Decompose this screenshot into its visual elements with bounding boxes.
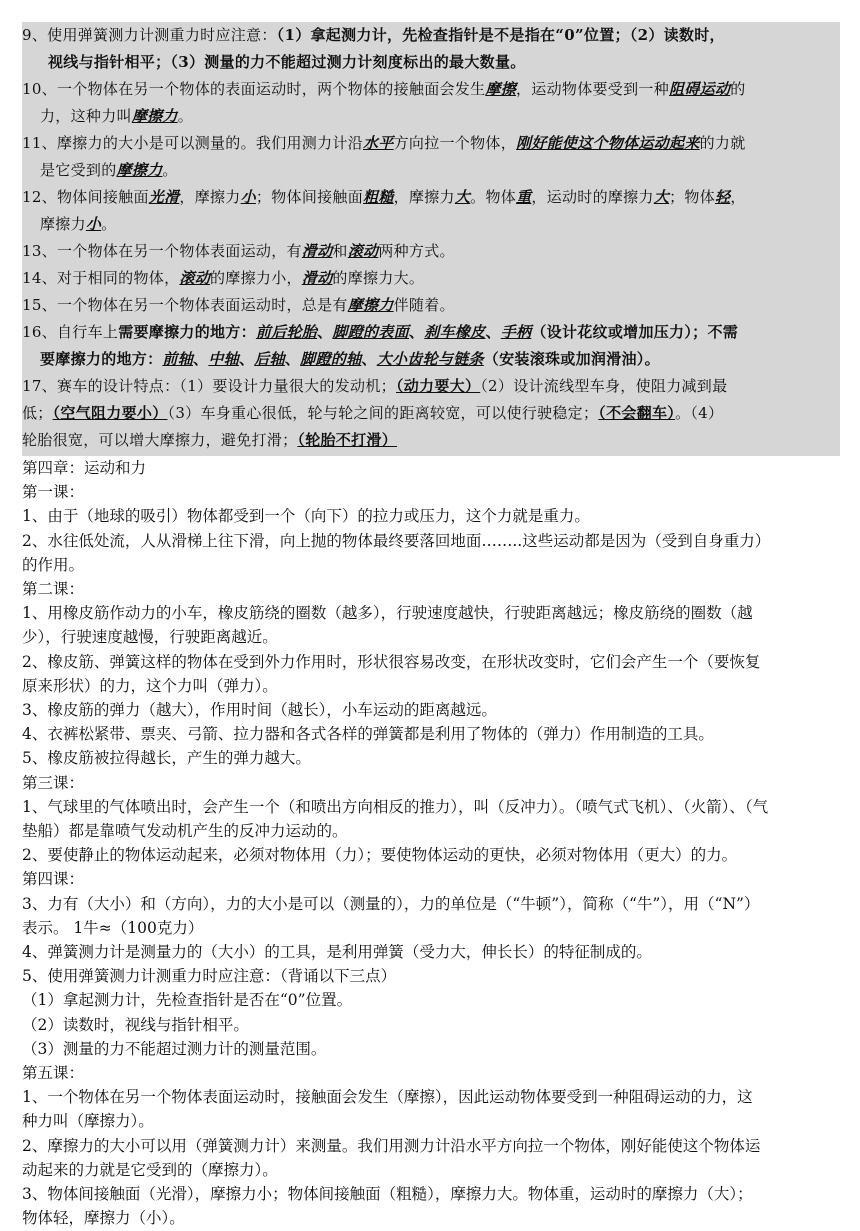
emphasized-answer: 滚动 — [347, 242, 379, 260]
note-line: 物体轻，摩擦力（小）。 — [22, 1209, 185, 1228]
note-line-continued — [22, 400, 840, 427]
emphasized-answer: 小 — [240, 188, 256, 206]
note-line-continued — [22, 211, 840, 238]
text-run: 两种方式。 — [378, 242, 455, 260]
text-run: ；物体 — [669, 188, 715, 206]
text-run: 17、赛车的设计特点：（1）要设计力量很大的发动机； — [22, 377, 396, 395]
note-line: 5、橡皮筋被拉得越长，产生的弹力越大。 — [22, 749, 311, 768]
note-line: 3、橡皮筋的弹力（越大），作用时间（越长），小车运动的距离越远。 — [22, 701, 497, 720]
text-run: 是它受到的 — [40, 161, 117, 179]
emphasized-answer: 脚蹬的轴 — [300, 350, 362, 368]
emphasized-answer: （不会翻车） — [598, 404, 676, 422]
text-run: 12、物体间接触面 — [22, 188, 149, 206]
emphasized-answer: 光滑 — [148, 188, 180, 206]
emphasized-answer: 水平 — [363, 134, 394, 152]
text-run: 16、自行车上 — [22, 323, 119, 341]
note-line: （1）拿起测力计，先检查指针是否在“0”位置。 — [22, 991, 353, 1010]
note-line — [22, 265, 840, 292]
note-item-12 — [22, 184, 840, 238]
text-run: 13、一个物体在另一个物体表面运动，有 — [22, 242, 302, 260]
emphasized-answer: 后轴 — [254, 350, 285, 368]
emphasized-answer: 滑动 — [301, 269, 333, 287]
text-run: 。（4） — [675, 404, 724, 422]
note-item-15 — [22, 292, 840, 319]
emphasized-answer: 、 — [284, 350, 301, 368]
emphasized-answer: （1）拿起测力计，先检查指针是不是指在“0”位置；（2）读数时， — [276, 26, 725, 44]
note-line — [22, 238, 840, 265]
emphasized-answer: 、 — [408, 323, 425, 341]
emphasized-answer: 要摩擦力的地方： — [40, 350, 163, 368]
text-run: 。 — [101, 215, 117, 233]
note-line: 垫船）都是靠喷气发动机产生的反冲力运动的。 — [22, 822, 348, 841]
emphasized-answer: 、 — [485, 323, 501, 341]
text-run: 14、对于相同的物体， — [22, 269, 180, 287]
text-run: 15、一个物体在另一个物体表面运动时，总是有 — [22, 296, 348, 314]
section-heading: 第五课： — [22, 1064, 85, 1083]
emphasized-answer: 、 — [317, 323, 333, 341]
text-run: 摩擦力 — [40, 215, 86, 233]
note-item-13 — [22, 238, 840, 265]
note-line — [22, 184, 840, 211]
note-line — [22, 130, 840, 157]
emphasized-answer: 前轴 — [162, 350, 194, 368]
chapter-four-notes — [22, 456, 840, 1231]
note-line: 原来形状）的力，这个力叫（弹力）。 — [22, 676, 278, 695]
note-line: 动起来的力就是它受到的（摩擦力）。 — [22, 1160, 278, 1179]
text-run: 和 — [332, 242, 348, 260]
note-line: 4、衣裤松紧带、票夹、弓箭、拉力器和各式各样的弹簧都是利用了物体的（弹力）作用制造的工具。 — [22, 725, 714, 744]
emphasized-answer: 刚好能使这个物体运动起来 — [516, 134, 700, 152]
emphasized-answer: 摩擦力 — [116, 161, 163, 179]
section-heading: 第三课： — [22, 773, 85, 792]
text-run: ，运动物体要受到一种 — [516, 80, 670, 98]
note-line — [22, 319, 840, 346]
note-item-11 — [22, 130, 840, 184]
text-run: 9、使用弹簧测力计测重力时应注意： — [22, 26, 277, 44]
note-line: 2、橡皮筋、弹簧这样的物体在受到外力作用时，形状很容易改变，在形状改变时，它们会产生一个（要恢复 — [22, 652, 761, 671]
note-line: 4、弹簧测力计是测量力的（大小）的工具，是利用弹簧（受力大，伸长长）的特征制成的。 — [22, 943, 652, 962]
note-line-continued — [22, 427, 840, 454]
note-line — [22, 22, 840, 49]
note-item-16 — [22, 319, 840, 373]
emphasized-answer: （空气阻力要小） — [52, 404, 168, 422]
text-run: 10、一个物体在另一个物体的表面运动时，两个物体的接触面会发生 — [22, 80, 486, 98]
note-line — [22, 76, 840, 103]
text-run: ，运动时的摩擦力 — [531, 188, 654, 206]
section-heading: 第一课： — [22, 483, 85, 502]
emphasized-answer: 视线与指针相平；（3）测量的力不能超过测力计刻度标出的最大数量。 — [48, 53, 526, 71]
note-item-9 — [22, 22, 840, 76]
text-run: ， — [730, 188, 746, 206]
emphasized-answer: 大小齿轮与链条 — [376, 350, 484, 368]
note-line: 3、物体间接触面（光滑），摩擦力小；物体间接触面（粗糙），摩擦力大。物体重，运动时的摩擦力（大）； — [22, 1185, 753, 1204]
emphasized-answer: 滚动 — [179, 269, 210, 287]
note-line-continued — [22, 49, 840, 76]
text-run: 的 — [730, 80, 746, 98]
note-line: 表示。 1牛≈（100克力） — [22, 918, 204, 937]
emphasized-answer: 阻碍运动 — [669, 80, 731, 98]
note-line: 1、用橡皮筋作动力的小车，橡皮筋绕的圈数（越多），行驶速度越快，行驶距离越远；橡皮筋绕的圈数（越 — [22, 604, 753, 623]
note-line — [22, 292, 840, 319]
text-run: 的摩擦力大。 — [332, 269, 425, 287]
text-run: 力，这种力叫 — [40, 107, 132, 125]
emphasized-answer: 重 — [516, 188, 532, 206]
note-line — [22, 373, 840, 400]
section-heading: 第二课： — [22, 580, 85, 599]
note-line: 2、要使静止的物体运动起来，必须对物体用（力）；要使物体运动的更快，必须对物体用（更大）的力。 — [22, 846, 738, 865]
text-run: 低； — [22, 404, 53, 422]
text-run: ，摩擦力 — [393, 188, 455, 206]
note-line: 2、摩擦力的大小可以用（弹簧测力计）来测量。我们用测力计沿水平方向拉一个物体，刚好能使这个物体运 — [22, 1136, 761, 1155]
note-line: 的作用。 — [22, 555, 85, 574]
emphasized-answer: 摩擦 — [485, 80, 516, 98]
emphasized-answer: 、 — [361, 350, 377, 368]
emphasized-answer: 刹车橡皮 — [424, 323, 486, 341]
note-line: 3、力有（大小）和（方向），力的大小是可以（测量的），力的单位是（“牛顿”），简称（“牛”），用（“N”） — [22, 894, 760, 913]
text-run: 。 — [177, 107, 194, 125]
text-run: 轮胎很宽，可以增大摩擦力，避免打滑； — [22, 431, 298, 449]
text-run: 。 — [162, 161, 178, 179]
text-run: 的摩擦力小， — [210, 269, 302, 287]
emphasized-answer: 滑动 — [301, 242, 333, 260]
note-line: 2、水往低处流，人从滑梯上往下滑，向上抛的物体最终要落回地面……..这些运动都是因为（受到自身重力） — [22, 531, 771, 550]
note-line: 种力叫（摩擦力）。 — [22, 1112, 154, 1131]
text-run: ；物体间接触面 — [255, 188, 364, 206]
emphasized-answer: 脚蹬的表面 — [332, 323, 409, 341]
text-run: 的力就 — [699, 134, 746, 152]
note-item-10 — [22, 76, 840, 130]
emphasized-answer: （安装滚珠或加润滑油）。 — [483, 350, 660, 368]
emphasized-answer: 粗糙 — [363, 188, 394, 206]
note-line: 1、一个物体在另一个物体表面运动时，接触面会发生（摩擦），因此运动物体要受到一种阻碍运动的力，这 — [22, 1088, 753, 1107]
emphasized-answer: 轻 — [715, 188, 731, 206]
note-line: 1、由于（地球的吸引）物体都受到一个（向下）的拉力或压力，这个力就是重力。 — [22, 507, 590, 526]
note-line-continued — [22, 103, 840, 130]
emphasized-answer: 摩擦力 — [347, 296, 394, 314]
section-heading: 第四课： — [22, 870, 85, 889]
note-line: 少），行驶速度越慢，行驶距离越近。 — [22, 628, 278, 647]
note-item-14 — [22, 265, 840, 292]
text-run: （3）车身重心很低，轮与轮之间的距离较宽，可以使行驶稳定； — [167, 404, 599, 422]
highlighted-notes-block — [22, 22, 840, 456]
note-line-continued — [22, 346, 840, 373]
emphasized-answer: 摩擦力 — [131, 107, 178, 125]
text-run: 方向拉一个物体， — [393, 134, 517, 152]
text-run: 。物体 — [470, 188, 517, 206]
emphasized-answer: （设计花纹或增加压力）；不需 — [531, 323, 739, 341]
emphasized-answer: 小 — [85, 215, 102, 233]
note-line: 5、使用弹簧测力计测重力时应注意：（背诵以下三点） — [22, 967, 397, 986]
note-line: 1、气球里的气体喷出时，会产生一个（和喷出方向相反的推力），叫（反冲力）。（喷气式飞机）、（火箭）、（气 — [22, 797, 769, 816]
note-line-continued — [22, 157, 840, 184]
text-run: ，摩擦力 — [179, 188, 241, 206]
emphasized-answer: 前后轮胎 — [255, 323, 318, 341]
text-run: 11、摩擦力的大小是可以测量的。我们用测力计沿 — [22, 134, 363, 152]
emphasized-answer: 中轴 — [208, 350, 239, 368]
note-item-17 — [22, 373, 840, 454]
emphasized-answer: （动力要大） — [395, 377, 481, 395]
emphasized-answer: 、 — [238, 350, 255, 368]
note-line: （3）测量的力不能超过测力计的测量范围。 — [22, 1039, 327, 1058]
emphasized-answer: 需要摩擦力的地方： — [118, 323, 256, 341]
emphasized-answer: 大 — [454, 188, 471, 206]
text-run: （2）设计流线型车身，使阻力减到最 — [480, 377, 728, 395]
emphasized-answer: 手柄 — [500, 323, 532, 341]
emphasized-answer: 、 — [193, 350, 209, 368]
note-line: （2）读数时，视线与指针相平。 — [22, 1015, 249, 1034]
text-run: 伴随着。 — [393, 296, 455, 314]
emphasized-answer: （轮胎不打滑） — [297, 431, 398, 449]
section-heading: 第四章：运动和力 — [22, 459, 147, 477]
emphasized-answer: 大 — [653, 188, 670, 206]
